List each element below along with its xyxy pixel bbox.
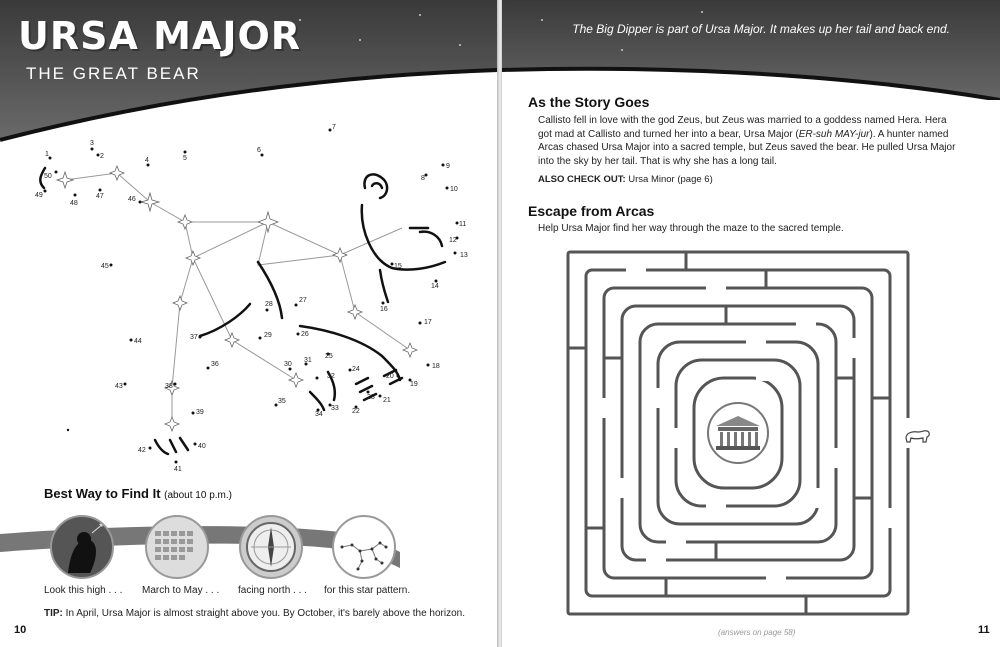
calendar-icon xyxy=(147,517,207,577)
dot-number: 5 xyxy=(183,155,187,162)
best-way-title: Best Way to Find It xyxy=(44,486,161,501)
dot-number: 4 xyxy=(145,157,149,164)
step-caption: Look this high . . . xyxy=(44,585,123,596)
page-number-right: 11 xyxy=(978,624,990,636)
dot-number: 12 xyxy=(449,237,457,244)
also-check-label: ALSO CHECK OUT: xyxy=(538,174,626,185)
pronunciation: ER-suh MAY-jur xyxy=(798,128,870,140)
dot-number: 42 xyxy=(138,447,146,454)
also-check-out xyxy=(538,174,713,185)
step-caption: for this star pattern. xyxy=(324,585,411,596)
dot-number: 15 xyxy=(394,263,402,270)
step-caption: facing north . . . xyxy=(238,585,307,596)
maze-puzzle xyxy=(566,248,918,620)
story-heading: As the Story Goes xyxy=(528,94,650,110)
dot-number: 23 xyxy=(367,394,375,401)
page-number-left: 10 xyxy=(14,624,27,636)
dot-number: 49 xyxy=(35,192,43,199)
dot-number: 47 xyxy=(96,193,104,200)
dot-number: 13 xyxy=(460,252,468,259)
maze-heading: Escape from Arcas xyxy=(528,203,655,219)
dot-number: 28 xyxy=(265,301,273,308)
temple-icon xyxy=(708,403,768,463)
dot-number: 24 xyxy=(352,366,360,373)
dot-number: 30 xyxy=(284,361,292,368)
dot-number: 37 xyxy=(190,334,198,341)
page-subtitle: THE GREAT BEAR xyxy=(26,64,201,83)
page-title: URSA MAJOR xyxy=(18,14,302,58)
step-circle-compass xyxy=(239,515,303,579)
dot-number: 6 xyxy=(257,147,261,154)
dot-number: 35 xyxy=(278,398,286,405)
dot-number: 38 xyxy=(165,383,173,390)
story-text-part1: Callisto fell in love with the god Zeus, but Zeus was married to a goddess named Hera. Hera got mad at Callisto and turned her into a bear, Ursa Major ( xyxy=(538,115,947,140)
dot-number: 1 xyxy=(45,151,49,158)
bear-figure-icon xyxy=(52,517,112,577)
compass-icon xyxy=(241,517,301,577)
step-circle-pattern xyxy=(332,515,396,579)
dot-number: 11 xyxy=(459,221,467,228)
tip-label: TIP: xyxy=(44,608,63,619)
dot-number: 8 xyxy=(421,175,425,182)
dot-number: 9 xyxy=(446,163,450,170)
dot-number: 17 xyxy=(424,319,432,326)
dot-number: 39 xyxy=(196,409,204,416)
left-page xyxy=(0,0,498,647)
dot-number: 48 xyxy=(70,200,78,207)
dot-number: 25 xyxy=(325,353,333,360)
dot-number: 31 xyxy=(304,357,312,364)
right-page xyxy=(502,0,1000,647)
dot-number: 36 xyxy=(211,361,219,368)
dot-number: 50 xyxy=(44,173,52,180)
dot-markers xyxy=(35,124,468,473)
dot-number: 3 xyxy=(90,140,94,147)
best-way-note: (about 10 p.m.) xyxy=(164,490,232,501)
dot-number: 41 xyxy=(174,466,182,473)
story-text xyxy=(538,114,958,168)
connect-the-dots-puzzle xyxy=(0,0,498,480)
dot-number: 33 xyxy=(331,405,339,412)
dot-number: 7 xyxy=(332,124,336,131)
dot-number: 19 xyxy=(410,381,418,388)
dot-number: 2 xyxy=(100,153,104,160)
dot-number: 22 xyxy=(352,408,360,415)
maze-instructions: Help Ursa Major find her way through the maze to the sacred temple. xyxy=(538,223,844,234)
bear-icon xyxy=(904,428,932,444)
dot-number: 14 xyxy=(431,283,439,290)
dot-number: 44 xyxy=(134,338,142,345)
night-sky-banner xyxy=(502,0,1000,100)
answers-note: (answers on page 58) xyxy=(718,628,796,637)
dot-number: 34 xyxy=(315,411,323,418)
tip-text: In April, Ursa Major is almost straight above you. By October, it's barely above the horizon. xyxy=(65,608,465,619)
tip-note xyxy=(44,608,465,619)
dot-number: 45 xyxy=(101,263,109,270)
dot-number: 16 xyxy=(380,306,388,313)
step-circle-height xyxy=(50,515,114,579)
dot-number: 10 xyxy=(450,186,458,193)
step-circle-calendar xyxy=(145,515,209,579)
dot-number: 32 xyxy=(327,373,335,380)
also-check-link: Ursa Minor (page 6) xyxy=(628,174,713,185)
best-way-heading xyxy=(44,486,232,501)
dot-number: 20 xyxy=(386,373,394,380)
banner-fact: The Big Dipper is part of Ursa Major. It makes up her tail and back end. xyxy=(572,22,950,36)
dot-number: 27 xyxy=(299,297,307,304)
star-pattern-icon xyxy=(334,517,394,577)
step-caption: March to May . . . xyxy=(142,585,220,596)
dot-number: 18 xyxy=(432,363,440,370)
dot-number: 21 xyxy=(383,397,391,404)
dot-number: 46 xyxy=(128,196,136,203)
dot-number: 29 xyxy=(264,332,272,339)
dot-number: 43 xyxy=(115,383,123,390)
story-text-part2: ). A hunter named Arcas chased Ursa Major into a sacred temple, but Zeus saved the bear. He pulled Ursa Major into the sky by her tail. That is why she has a long tail. xyxy=(538,128,956,167)
dot-number: 26 xyxy=(301,331,309,338)
dot-number: 40 xyxy=(198,443,206,450)
